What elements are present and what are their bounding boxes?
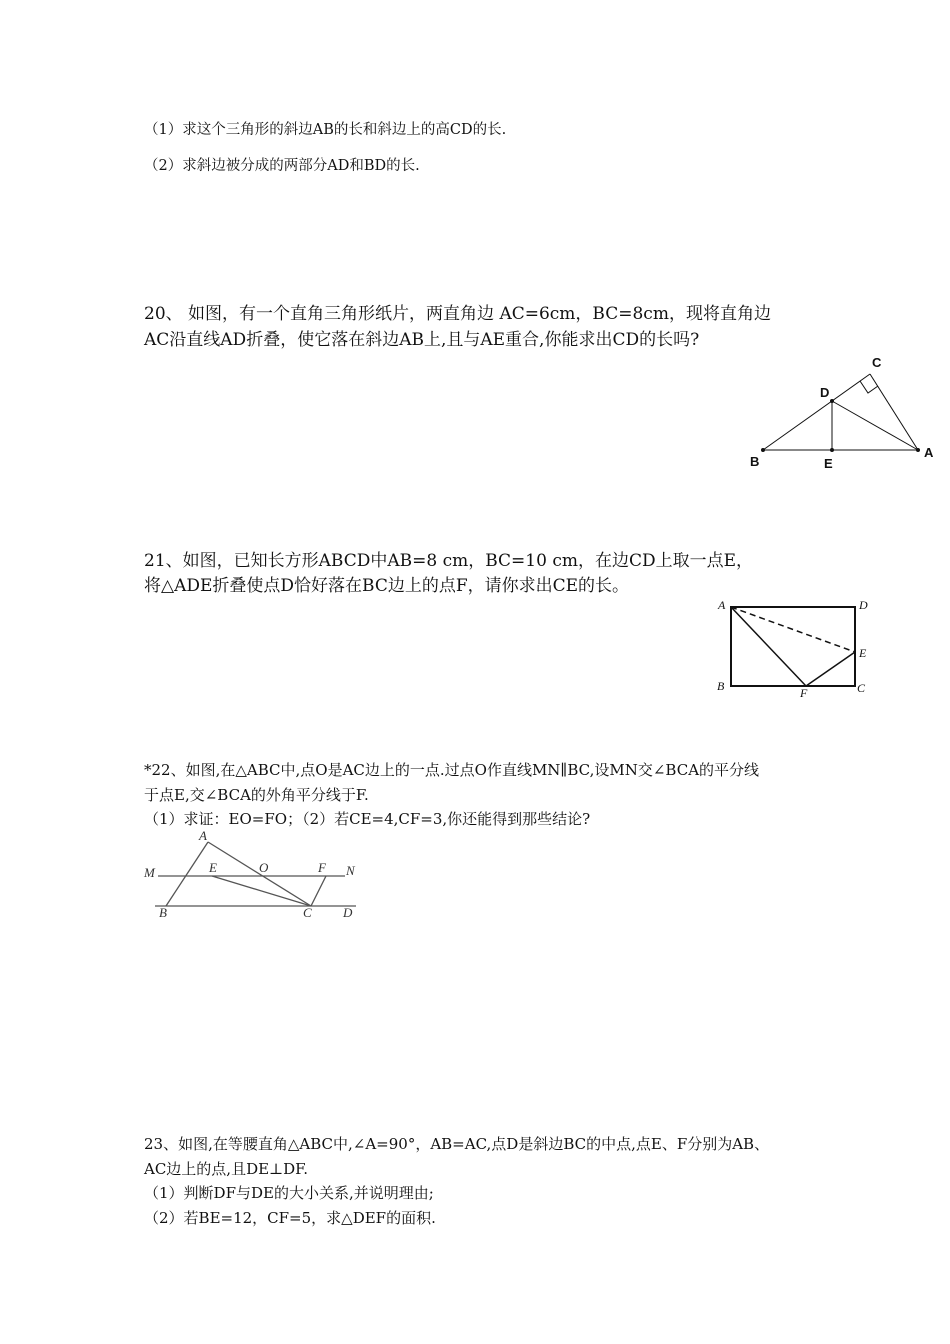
segment-ec [212, 876, 311, 906]
label-e: E [859, 646, 867, 660]
q20-line1: 20、 如图，有一个直角三角形纸片，两直角边 AC=6cm，BC=8cm，现将直角边 [144, 304, 771, 324]
segment-cf [311, 876, 326, 906]
label-e: E [824, 456, 833, 471]
q23-line2: AC边上的点,且DE⊥DF. [144, 1160, 309, 1178]
q23-line1: 23、如图,在等腰直角△ABC中,∠A=90°，AB=AC,点D是斜边BC的中点,点E、F分别为AB、 [144, 1135, 770, 1153]
q20-line2: AC沿直线AD折叠，使它落在斜边AB上,且与AE重合,你能求出CD的长吗? [144, 330, 700, 350]
label-n: N [346, 863, 355, 878]
label-a: A [718, 598, 726, 612]
segment-ba [166, 842, 208, 906]
label-c: C [857, 681, 866, 695]
label-c: C [872, 355, 882, 370]
label-e: E [209, 860, 217, 875]
q19-part2: （2）求斜边被分成的两部分AD和BD的长. [144, 158, 420, 174]
label-a: A [924, 445, 934, 460]
label-o: O [259, 860, 269, 875]
q19-part1: （1）求这个三角形的斜边AB的长和斜边上的高CD的长. [144, 122, 507, 138]
label-d: D [820, 385, 830, 400]
q23-line3: （1）判断DF与DE的大小关系,并说明理由; [144, 1184, 434, 1202]
label-c: C [303, 905, 312, 920]
label-f: F [800, 686, 808, 700]
label-a: A [199, 828, 207, 843]
q22-line2: 于点E,交∠BCA的外角平分线于F. [144, 786, 369, 804]
label-f: F [318, 860, 326, 875]
label-d: D [343, 905, 353, 920]
q21-line2: 将△ADE折叠使点D恰好落在BC边上的点F，请你求出CE的长。 [144, 576, 630, 596]
q21-line1: 21、如图，已知长方形ABCD中AB=8 cm，BC=10 cm，在边CD上取一点E， [144, 551, 754, 571]
label-b: B [159, 905, 167, 920]
q23-line4: （2）若BE=12，CF=5，求△DEF的面积. [144, 1209, 436, 1227]
q22-line1: *22、如图,在△ABC中,点O是AC边上的一点.过点O作直线MN∥BC,设MN交∠BCA的平分线 [144, 761, 760, 779]
label-b: B [717, 679, 725, 693]
label-m: M [144, 865, 155, 880]
label-b: B [750, 454, 760, 469]
label-d: D [859, 598, 868, 612]
q22-line3: （1）求证：EO=FO；（2）若CE=4,CF=3,你还能得到那些结论? [144, 810, 591, 828]
